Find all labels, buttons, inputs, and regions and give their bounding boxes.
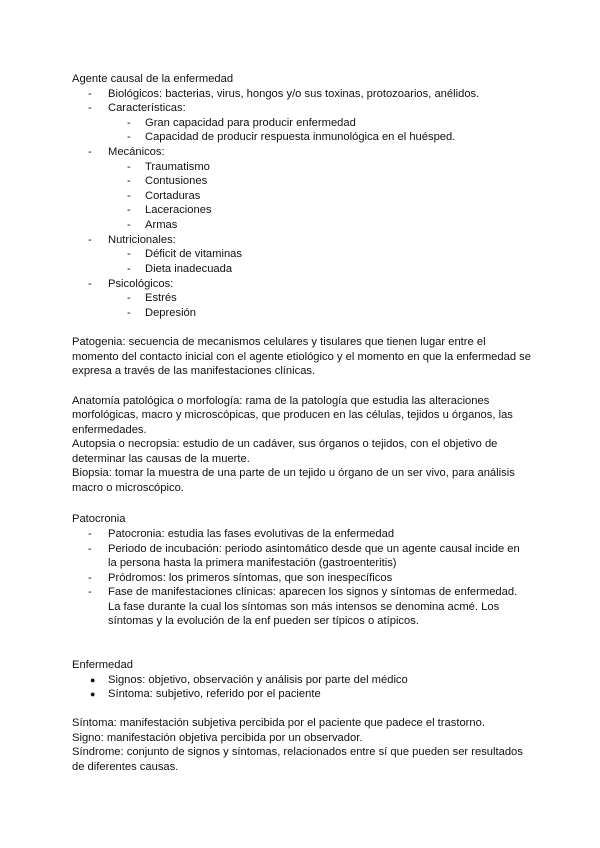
caracteristica-item: Gran capacidad para producir enfermedad: [145, 117, 356, 129]
definicion-signo: Signo: manifestación objetiva percibida por un observador.: [72, 732, 363, 744]
list-dash: -: [88, 586, 92, 598]
nutricional-item: Dieta inadecuada: [145, 263, 233, 275]
list-dash: -: [127, 190, 131, 202]
enfermedad-item-sintoma: Síntoma: subjetivo, referido por el paciente: [108, 688, 321, 700]
enfermedad-item-signos: Signos: objetivo, observación y análisis por parte del médico: [108, 674, 408, 686]
anatomia-paragraph: enfermedades.: [72, 424, 147, 436]
list-dash: -: [88, 88, 92, 100]
list-dash: -: [88, 528, 92, 540]
list-dash: -: [127, 161, 131, 173]
bullet-dot: ●: [90, 689, 96, 699]
list-dash: -: [88, 278, 92, 290]
list-dash: -: [127, 248, 131, 260]
patocronia-item-cont: síntomas y la evolución de la enf pueden ser típicos o atípicos.: [108, 615, 419, 627]
agente-item-biologicos: Biológicos: bacterias, virus, hongos y/o sus toxinas, protozoarios, anélidos.: [108, 88, 480, 100]
list-dash: -: [127, 307, 131, 319]
list-dash: -: [88, 572, 92, 584]
list-dash: -: [88, 234, 92, 246]
list-dash: -: [127, 263, 131, 275]
agente-item-mecanicos: Mecánicos:: [108, 146, 165, 158]
autopsia-paragraph: determinar las causas de la muerte.: [72, 453, 250, 465]
patocronia-heading: Patocronia: [72, 513, 126, 525]
list-dash: -: [127, 292, 131, 304]
patocronia-item-cont: La fase durante la cual los síntomas son más intensos se denomina acmé. Los: [108, 601, 500, 613]
list-dash: -: [88, 102, 92, 114]
patocronia-item: Periodo de incubación: periodo asintomático desde que un agente causal incide en: [108, 543, 520, 555]
patogenia-paragraph: expresa a través de las manifestaciones clínicas.: [72, 365, 316, 377]
mecanico-item: Cortaduras: [145, 190, 201, 202]
enfermedad-heading: Enfermedad: [72, 659, 133, 671]
patocronia-item: Patocronia: estudia las fases evolutivas de la enfermedad: [108, 528, 395, 540]
patogenia-paragraph: Patogenia: secuencia de mecanismos celulares y tisulares que tienen lugar entre el: [72, 336, 486, 348]
bullet-dot: ●: [90, 675, 96, 685]
agente-heading: Agente causal de la enfermedad: [72, 73, 234, 85]
list-dash: -: [127, 219, 131, 231]
list-dash: -: [88, 543, 92, 555]
biopsia-paragraph: macro o microscópico.: [72, 482, 184, 494]
agente-item-psicologicos: Psicológicos:: [108, 278, 174, 290]
list-dash: -: [127, 175, 131, 187]
patocronia-item-cont: la persona hasta la primera manifestación (gastroenteritis): [108, 557, 397, 569]
list-dash: -: [127, 131, 131, 143]
psicologico-item: Estrés: [145, 292, 177, 304]
caracteristica-item: Capacidad de producir respuesta inmunológica en el huésped.: [145, 131, 456, 143]
autopsia-paragraph: Autopsia o necropsia: estudio de un cadáver, sus órganos o tejidos, con el objetivo de: [72, 438, 498, 450]
anatomia-paragraph: morfológicas, macro y microscópicas, que producen en las células, tejidos u órganos, las: [72, 409, 513, 421]
list-dash: -: [127, 204, 131, 216]
definicion-sintoma: Síntoma: manifestación subjetiva percibida por el paciente que padece el trastorno.: [72, 717, 485, 729]
patogenia-paragraph: momento del contacto inicial con el agente etiológico y el momento en que la enfermedad se: [72, 351, 531, 363]
patocronia-item: Fase de manifestaciones clínicas: aparecen los signos y síntomas de enfermedad.: [108, 586, 518, 598]
mecanico-item: Armas: [145, 219, 178, 231]
biopsia-paragraph: Biopsia: tomar la muestra de una parte de un tejido u órgano de un ser vivo, para análisis: [72, 467, 515, 479]
definicion-sindrome: Síndrome: conjunto de signos y síntomas, relacionados entre sí que pueden ser resultados: [72, 746, 523, 758]
agente-item-nutricionales: Nutricionales:: [108, 234, 176, 246]
patocronia-item: Pródromos: los primeros síntomas, que son inespecíficos: [108, 572, 393, 584]
anatomia-paragraph: Anatomía patológica o morfología: rama de la patología que estudia las alteraciones: [72, 395, 490, 407]
mecanico-item: Laceraciones: [145, 204, 212, 216]
definicion-sindrome-cont: de diferentes causas.: [72, 761, 179, 773]
psicologico-item: Depresión: [145, 307, 196, 319]
mecanico-item: Contusiones: [145, 175, 208, 187]
nutricional-item: Déficit de vitaminas: [145, 248, 242, 260]
mecanico-item: Traumatismo: [145, 161, 210, 173]
list-dash: -: [127, 117, 131, 129]
agente-item-caracteristicas: Características:: [108, 102, 186, 114]
list-dash: -: [88, 146, 92, 158]
